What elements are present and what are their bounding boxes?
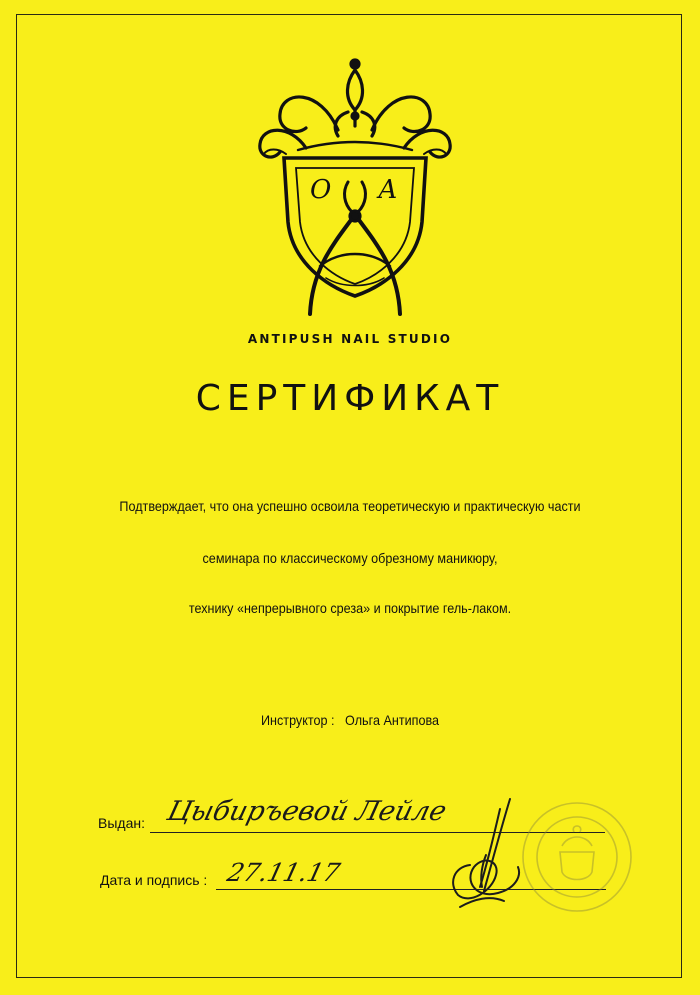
studio-name: ANTIPUSH NAIL STUDIO	[247, 332, 453, 346]
body-line-1: Подтверждает, что она успешно освоила теоретическую и практическую части	[119, 498, 581, 514]
studio-logo	[250, 52, 460, 322]
body-line-3: технику «непрерывного среза» и покрытие гель-лаком.	[188, 600, 512, 616]
body-line-2: семинара по классическому обрезному маникюру,	[202, 550, 498, 566]
date-signature-label: Дата и подпись :	[100, 872, 208, 888]
handwritten-date: 27.11.17	[224, 858, 343, 887]
certificate-title: СЕРТИФИКАТ	[195, 378, 505, 419]
handwritten-signature	[440, 795, 550, 915]
svg-text:А: А	[378, 175, 398, 205]
svg-text:О: О	[310, 175, 332, 205]
instructor-row	[35, 712, 665, 728]
instructor-label: Инструктор :	[260, 712, 335, 728]
issued-label: Выдан:	[98, 815, 145, 831]
issued-handwritten-name: Цыбиръевой Лейле	[164, 796, 450, 827]
instructor-name: Ольга Антипова	[345, 712, 440, 728]
